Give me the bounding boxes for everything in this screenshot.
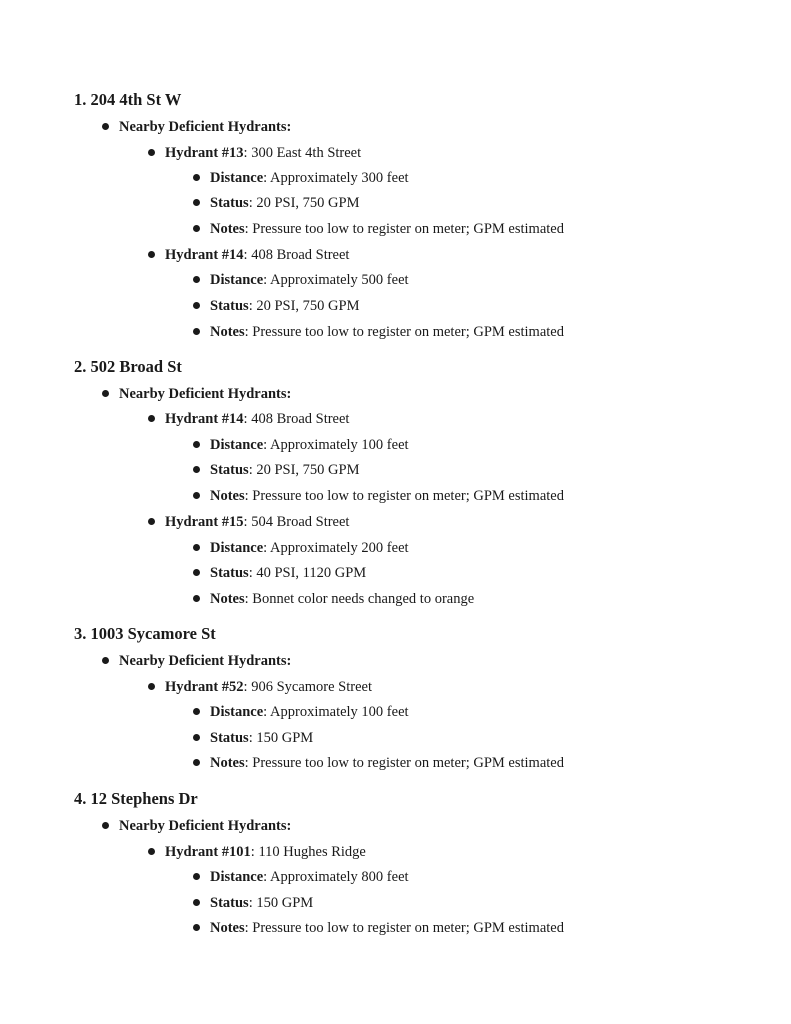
bullet-icon xyxy=(193,492,200,499)
bullet-icon xyxy=(193,328,200,335)
address-heading: 1. 204 4th St W xyxy=(74,90,182,109)
bullet-icon xyxy=(193,276,200,283)
bullet-icon xyxy=(193,734,200,741)
address-heading: 4. 12 Stephens Dr xyxy=(74,789,198,808)
hydrant-distance: Distance: Approximately 800 feet xyxy=(193,868,409,886)
hydrant-status: Status: 20 PSI, 750 GPM xyxy=(193,194,359,212)
bullet-icon xyxy=(193,708,200,715)
hydrant-distance: Distance: Approximately 200 feet xyxy=(193,539,409,557)
bullet-icon xyxy=(148,683,155,690)
hydrant-location: : 504 Broad Street xyxy=(243,514,350,530)
hydrant-status: Status: 150 GPM xyxy=(193,894,313,912)
bullet-icon xyxy=(148,518,155,525)
nearby-hydrants-label: Nearby Deficient Hydrants: xyxy=(102,118,291,136)
address-heading: 3. 1003 Sycamore St xyxy=(74,624,216,643)
nearby-hydrants-label: Nearby Deficient Hydrants: xyxy=(102,385,291,403)
hydrant-location: : 408 Broad Street xyxy=(243,411,350,427)
hydrant-status: Status: 20 PSI, 750 GPM xyxy=(193,461,359,479)
hydrant-status: Status: 40 PSI, 1120 GPM xyxy=(193,564,366,582)
hydrant-location: : 408 Broad Street xyxy=(243,247,350,263)
bullet-icon xyxy=(102,657,109,664)
hydrant-notes: Notes: Bonnet color needs changed to orange xyxy=(193,590,474,608)
nearby-hydrants-label: Nearby Deficient Hydrants: xyxy=(102,817,291,835)
hydrant-distance: Distance: Approximately 300 feet xyxy=(193,169,409,187)
bullet-icon xyxy=(193,899,200,906)
bullet-icon xyxy=(193,466,200,473)
hydrant-status: Status: 150 GPM xyxy=(193,729,313,747)
bullet-icon xyxy=(148,149,155,156)
hydrant-distance: Distance: Approximately 100 feet xyxy=(193,703,409,721)
bullet-icon xyxy=(193,441,200,448)
hydrant-notes: Notes: Pressure too low to register on meter; GPM estimated xyxy=(193,323,564,341)
bullet-icon xyxy=(193,873,200,880)
hydrant-name: Hydrant #14 xyxy=(165,247,244,263)
hydrant-name: Hydrant #101 xyxy=(165,844,251,860)
hydrant-distance: Distance: Approximately 500 feet xyxy=(193,271,409,289)
hydrant-notes: Notes: Pressure too low to register on meter; GPM estimated xyxy=(193,220,564,238)
hydrant-item xyxy=(148,843,366,861)
nearby-hydrants-label: Nearby Deficient Hydrants: xyxy=(102,652,291,670)
hydrant-name: Hydrant #13 xyxy=(165,145,244,161)
hydrant-status: Status: 20 PSI, 750 GPM xyxy=(193,297,359,315)
hydrant-item xyxy=(148,513,349,531)
hydrant-location: : 300 East 4th Street xyxy=(243,145,362,161)
hydrant-location: : 906 Sycamore Street xyxy=(243,679,373,695)
hydrant-name: Hydrant #15 xyxy=(165,514,244,530)
bullet-icon xyxy=(102,822,109,829)
hydrant-name: Hydrant #52 xyxy=(165,679,244,695)
hydrant-distance: Distance: Approximately 100 feet xyxy=(193,436,409,454)
hydrant-item xyxy=(148,144,361,162)
bullet-icon xyxy=(148,251,155,258)
bullet-icon xyxy=(193,595,200,602)
hydrant-name: Hydrant #14 xyxy=(165,411,244,427)
bullet-icon xyxy=(193,569,200,576)
bullet-icon xyxy=(193,199,200,206)
address-heading: 2. 502 Broad St xyxy=(74,357,182,376)
bullet-icon xyxy=(193,174,200,181)
hydrant-item xyxy=(148,678,372,696)
bullet-icon xyxy=(193,302,200,309)
bullet-icon xyxy=(193,225,200,232)
hydrant-notes: Notes: Pressure too low to register on meter; GPM estimated xyxy=(193,487,564,505)
hydrant-notes: Notes: Pressure too low to register on meter; GPM estimated xyxy=(193,919,564,937)
bullet-icon xyxy=(102,123,109,130)
bullet-icon xyxy=(193,759,200,766)
hydrant-notes: Notes: Pressure too low to register on meter; GPM estimated xyxy=(193,754,564,772)
hydrant-item xyxy=(148,410,349,428)
hydrant-item xyxy=(148,246,349,264)
bullet-icon xyxy=(148,415,155,422)
bullet-icon xyxy=(148,848,155,855)
bullet-icon xyxy=(102,390,109,397)
hydrant-location: : 110 Hughes Ridge xyxy=(250,844,366,860)
bullet-icon xyxy=(193,544,200,551)
bullet-icon xyxy=(193,924,200,931)
